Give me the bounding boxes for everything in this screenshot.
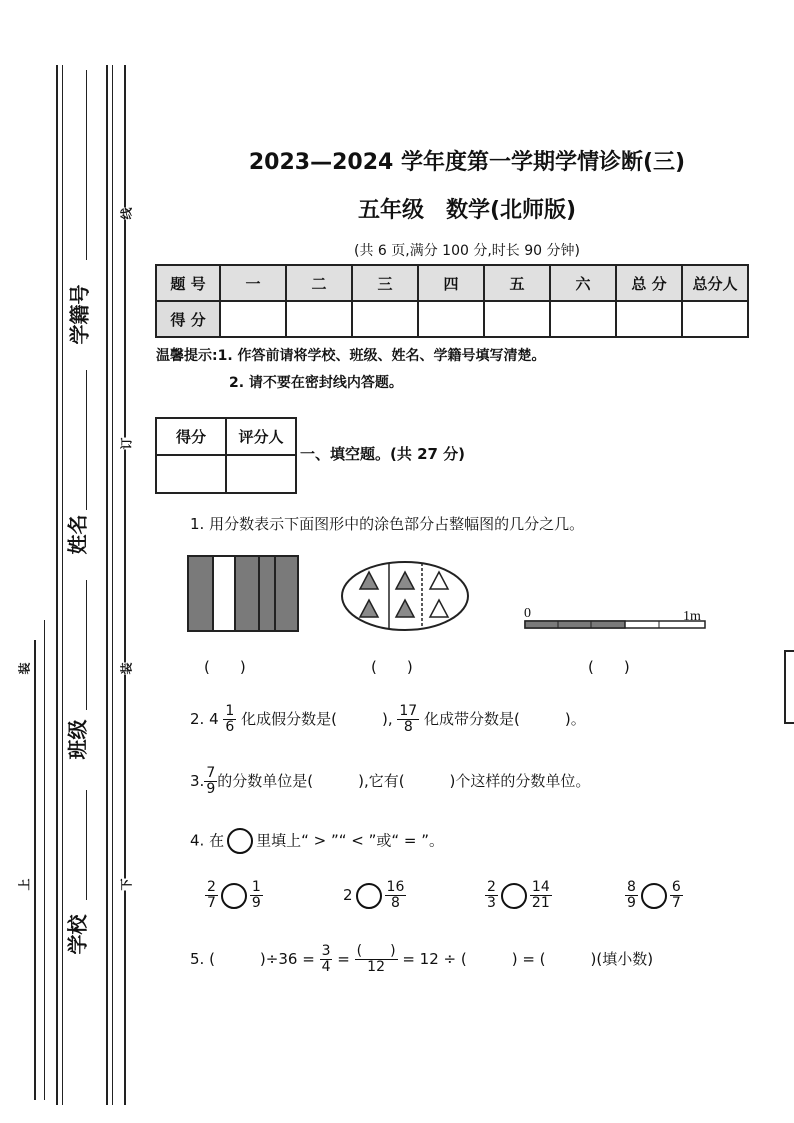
fraction: $\frac{3}{4}$ <box>321 943 331 975</box>
q5-part[interactable]: 5. ( )÷36 = <box>190 950 315 968</box>
binding-line <box>34 640 36 1100</box>
q2-part: 2. 4 <box>190 710 219 728</box>
score-cell[interactable] <box>418 301 484 337</box>
section-grader-cell[interactable] <box>226 455 296 493</box>
score-header-cell: 一 <box>220 265 286 301</box>
name-blank[interactable] <box>86 370 87 510</box>
seal-mark: 订 <box>119 437 134 450</box>
score-header-cell: 题 号 <box>156 265 220 301</box>
q3-part: 3. <box>190 772 205 790</box>
exam-title: 2023—2024 学年度第一学期学情诊断(三) <box>248 150 686 175</box>
section-title: 一、填空题。(共 27 分) <box>300 445 466 463</box>
score-cell[interactable] <box>682 301 748 337</box>
q3-part[interactable]: 的分数单位是( ),它有( )个这样的分数单位。 <box>217 772 591 790</box>
question-3 <box>190 766 590 797</box>
score-table <box>155 264 749 338</box>
binding-line <box>44 620 45 1100</box>
fraction-blank[interactable]: $\frac{( )}{12}$ <box>356 943 396 975</box>
shaded-strip <box>188 556 213 631</box>
score-cell[interactable] <box>352 301 418 337</box>
binding-line <box>112 65 113 1105</box>
exam-info: (共 6 页,满分 100 分,时长 90 分钟) <box>354 243 580 259</box>
seal-mark: 下 <box>119 878 134 891</box>
binding-line <box>106 65 108 1105</box>
score-header-cell: 四 <box>418 265 484 301</box>
exam-subtitle: 五年级 数学(北师版) <box>357 198 577 223</box>
class-label: 班级 <box>65 719 90 760</box>
answer-blank-1a[interactable]: ( ) <box>204 658 246 676</box>
score-row-label: 得 分 <box>156 301 220 337</box>
question-4 <box>190 828 444 854</box>
seal-mark: 装 <box>17 662 32 675</box>
circle-icon <box>227 828 253 854</box>
shaded-strip <box>235 556 259 631</box>
tip-line-1: 温馨提示:1. 作答前请将学校、班级、姓名、学籍号填写清楚。 <box>156 348 546 364</box>
answer-blank-1c[interactable]: ( ) <box>588 658 630 676</box>
student-id-blank[interactable] <box>86 70 87 260</box>
score-cell[interactable] <box>220 301 286 337</box>
compare-circle[interactable] <box>356 883 382 909</box>
section-score-cell[interactable] <box>156 455 226 493</box>
ruler-end-label: 1m <box>683 609 701 624</box>
class-blank[interactable] <box>86 580 87 710</box>
q5-part: = <box>337 950 350 968</box>
binding-line <box>56 65 58 1105</box>
shaded-strip <box>259 556 298 631</box>
score-header-cell: 总分人 <box>682 265 748 301</box>
section-grader-header: 评分人 <box>226 418 296 455</box>
question-1: 1. 用分数表示下面图形中的涂色部分占整幅图的几分之几。 <box>190 515 585 533</box>
ellipse-figure <box>342 562 468 630</box>
section-score-header: 得分 <box>156 418 226 455</box>
rectangle-figure <box>188 556 298 631</box>
question-1-figures <box>185 553 745 633</box>
score-cell[interactable] <box>484 301 550 337</box>
white-strip <box>213 556 235 631</box>
score-header-cell: 六 <box>550 265 616 301</box>
q2-part[interactable]: 化成带分数是( )。 <box>423 710 586 728</box>
comparison-3: $\frac{2}{3}$ $\frac{14}{21}$ <box>487 879 550 911</box>
score-header-cell: 总 分 <box>616 265 682 301</box>
compare-circle[interactable] <box>641 883 667 909</box>
ruler-figure <box>525 621 705 628</box>
section-score-box <box>155 417 297 494</box>
seal-mark: 上 <box>17 878 32 891</box>
seal-mark: 装 <box>119 662 134 675</box>
ruler-start-label: 0 <box>524 606 531 621</box>
score-header-cell: 二 <box>286 265 352 301</box>
q5-part[interactable]: = 12 ÷ ( ) = ( )(填小数) <box>402 950 654 968</box>
score-cell[interactable] <box>286 301 352 337</box>
comparison-2: 2 $\frac{16}{8}$ <box>343 879 405 911</box>
q4-part: 4. 在 <box>190 831 225 850</box>
fraction: $\frac{17}{8}$ <box>399 703 418 735</box>
comparison-4: $\frac{8}{9}$ $\frac{6}{7}$ <box>627 879 681 911</box>
score-header-cell: 五 <box>484 265 550 301</box>
q4-part: 里填上“ > ”“ < ”或“ = ”。 <box>256 831 445 850</box>
student-id-label: 学籍号 <box>67 284 92 345</box>
score-header-cell: 三 <box>352 265 418 301</box>
seal-mark: 线 <box>119 207 134 220</box>
school-blank[interactable] <box>86 790 87 900</box>
question-2 <box>190 704 586 735</box>
question-5 <box>190 944 653 975</box>
fraction: $\frac{1}{6}$ <box>225 703 235 735</box>
fraction: $\frac{7}{9}$ <box>206 765 216 797</box>
answer-blank-1b[interactable]: ( ) <box>371 658 413 676</box>
compare-circle[interactable] <box>221 883 247 909</box>
q2-part[interactable]: 化成假分数是( ), <box>241 710 393 728</box>
score-cell[interactable] <box>550 301 616 337</box>
school-label: 学校 <box>65 914 90 955</box>
compare-circle[interactable] <box>501 883 527 909</box>
name-label: 姓名 <box>65 514 90 555</box>
next-page-edge <box>784 650 794 724</box>
score-cell[interactable] <box>616 301 682 337</box>
comparison-1: $\frac{2}{7}$ $\frac{1}{9}$ <box>207 879 261 911</box>
seal-line <box>124 65 126 1105</box>
tip-line-2: 2. 请不要在密封线内答题。 <box>229 375 403 391</box>
